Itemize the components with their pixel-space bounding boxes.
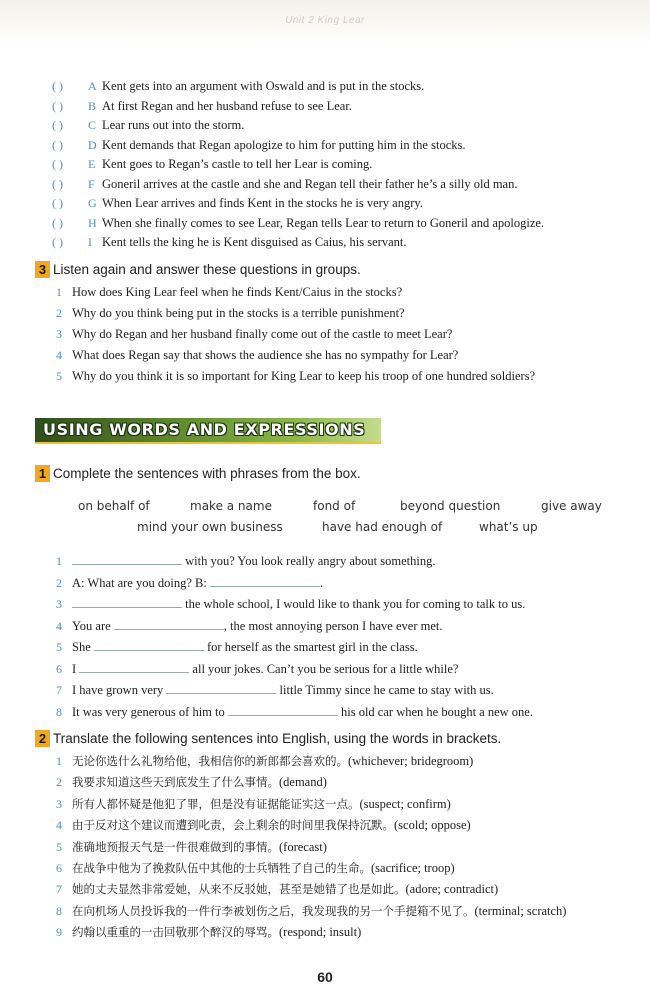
question-text: What does Regan say that shows the audience she has no sympathy for Lear? bbox=[72, 348, 459, 362]
chinese-sentence: 约翰以重重的一击回敬那个醉汉的辱骂。 bbox=[72, 925, 279, 940]
sentence-number: 7 bbox=[56, 683, 62, 697]
answer-parentheses: ( ) bbox=[52, 118, 63, 132]
task-3-heading bbox=[35, 261, 361, 279]
sentence-after: the whole school, I would like to thank you for coming to talk to us. bbox=[185, 597, 526, 611]
item-letter: A bbox=[88, 79, 97, 93]
translation-text bbox=[72, 882, 498, 896]
sentence-after: for herself as the smartest girl in the class. bbox=[207, 640, 418, 654]
sentence-number: 6 bbox=[56, 661, 62, 676]
item-text: Goneril arrives at the castle and she and Regan tell their father he’s a silly old man. bbox=[102, 176, 518, 191]
sentence-number: 5 bbox=[56, 640, 62, 654]
sentence-text bbox=[72, 662, 458, 676]
translation-text bbox=[72, 840, 327, 854]
phrase-item: fond of bbox=[313, 499, 356, 513]
sentence-text bbox=[72, 576, 323, 590]
item-text: Kent demands that Regan apologize to him for putting him in the stocks. bbox=[102, 137, 466, 152]
item-letter: I bbox=[88, 235, 92, 249]
answer-parentheses: ( ) bbox=[52, 157, 63, 171]
sentence-text bbox=[72, 683, 494, 697]
item-letter: F bbox=[88, 176, 95, 191]
answer-blank bbox=[210, 576, 320, 587]
task-number-badge: 1 bbox=[35, 465, 50, 482]
banner-title: USING WORDS AND EXPRESSIONS bbox=[43, 420, 366, 439]
question-number: 5 bbox=[56, 369, 62, 383]
answer-blank bbox=[166, 683, 276, 694]
running-header: Unit 2 King Lear bbox=[285, 15, 365, 26]
translation-text bbox=[72, 861, 455, 875]
sentence-after: all your jokes. Can’t you be serious for a little while? bbox=[192, 661, 459, 676]
answer-parentheses: ( ) bbox=[52, 196, 63, 210]
translation-text bbox=[72, 775, 327, 789]
sentence-before: She bbox=[72, 640, 91, 654]
item-letter: H bbox=[88, 215, 97, 230]
task-title: Listen again and answer these questions in groups. bbox=[53, 262, 361, 277]
answer-parentheses: ( ) bbox=[52, 98, 63, 113]
answer-blank bbox=[94, 640, 204, 651]
sentence-after: his old car when he bought a new one. bbox=[341, 704, 533, 719]
answer-blank bbox=[114, 619, 224, 630]
question-text: How does King Lear feel when he finds Kent/Caius in the stocks? bbox=[72, 285, 403, 299]
phrase-item: make a name bbox=[190, 499, 272, 513]
bracket-words: (sacrifice; troop) bbox=[371, 861, 455, 875]
item-letter: E bbox=[88, 157, 96, 171]
sentence-text bbox=[72, 640, 418, 654]
answer-parentheses: ( ) bbox=[52, 235, 63, 249]
translation-number: 5 bbox=[56, 839, 62, 854]
item-letter: C bbox=[88, 118, 97, 132]
sentence-text bbox=[72, 597, 525, 611]
question-number: 3 bbox=[56, 327, 62, 341]
question-text: Why do you think it is so important for King Lear to keep his troop of one hundred soldiers? bbox=[72, 369, 536, 383]
phrase-item: on behalf of bbox=[78, 499, 150, 513]
translation-text bbox=[72, 797, 451, 811]
sentence-number: 3 bbox=[56, 597, 62, 611]
answer-parentheses: ( ) bbox=[52, 79, 63, 93]
task-1-heading bbox=[35, 465, 361, 483]
question-number: 1 bbox=[56, 285, 62, 299]
item-text: When she finally comes to see Lear, Regan tells Lear to return to Goneril and apologize. bbox=[102, 215, 545, 230]
item-letter: D bbox=[88, 137, 97, 152]
sentence-after: . bbox=[319, 575, 324, 590]
sentence-before: It was very generous of him to bbox=[72, 704, 225, 719]
item-letter: G bbox=[88, 196, 97, 210]
translation-number: 9 bbox=[56, 925, 62, 940]
question-number: 2 bbox=[56, 306, 62, 320]
page-number: 60 bbox=[317, 969, 333, 985]
translation-number: 6 bbox=[56, 861, 62, 875]
translation-text bbox=[72, 818, 471, 832]
phrase-item: have had enough of bbox=[322, 520, 443, 534]
translation-number: 2 bbox=[56, 775, 62, 790]
translation-number: 7 bbox=[56, 882, 62, 897]
sentence-before: I bbox=[72, 661, 77, 676]
bracket-words: (demand) bbox=[279, 775, 327, 790]
chinese-sentence: 由于反对这个建议而遭到叱责，会上剩余的时间里我保持沉默。 bbox=[72, 818, 394, 833]
task-2-heading bbox=[35, 730, 501, 748]
bracket-words: (adore; contradict) bbox=[405, 882, 499, 897]
item-text: At first Regan and her husband refuse to see Lear. bbox=[102, 98, 352, 113]
answer-parentheses: ( ) bbox=[52, 137, 63, 152]
task-title: Translate the following sentences into English, using the words in brackets. bbox=[53, 731, 502, 746]
sentence-before: A: What are you doing? B: bbox=[72, 575, 207, 590]
sentence-after: , the most annoying person I have ever met. bbox=[223, 618, 443, 633]
answer-blank bbox=[228, 705, 338, 716]
sentence-number: 1 bbox=[56, 554, 62, 568]
chinese-sentence: 在战争中他为了挽救队伍中其他的士兵牺牲了自己的生命。 bbox=[72, 861, 371, 875]
chinese-sentence: 所有人都怀疑是他犯了罪，但是没有证据能证实这一点。 bbox=[72, 796, 360, 811]
answer-parentheses: ( ) bbox=[52, 176, 63, 191]
sentence-after: with you? You look really angry about something. bbox=[185, 554, 436, 568]
bracket-words: (respond; insult) bbox=[279, 925, 362, 940]
question-number: 4 bbox=[56, 348, 62, 362]
task-title: Complete the sentences with phrases from the box. bbox=[53, 466, 361, 481]
translation-text bbox=[72, 754, 473, 768]
phrase-item: give away bbox=[541, 499, 602, 513]
task-number-badge: 2 bbox=[35, 730, 50, 747]
chinese-sentence: 准确地预报天气是一件很难做到的事情。 bbox=[72, 839, 279, 854]
translation-number: 3 bbox=[56, 796, 62, 811]
answer-blank bbox=[72, 597, 182, 608]
chinese-sentence: 她的丈夫显然非常爱她，从来不反驳她，甚至是她错了也是如此。 bbox=[72, 882, 406, 897]
phrase-item: mind your own business bbox=[137, 520, 283, 534]
sentence-text bbox=[72, 554, 435, 568]
bracket-words: (terminal; scratch) bbox=[474, 903, 567, 918]
bracket-words: (scold; oppose) bbox=[394, 818, 471, 833]
chinese-sentence: 我要求知道这些天到底发生了什么事情。 bbox=[72, 775, 279, 790]
item-text: When Lear arrives and finds Kent in the stocks he is very angry. bbox=[102, 196, 423, 210]
bracket-words: (forecast) bbox=[279, 839, 327, 854]
bracket-words: (suspect; confirm) bbox=[359, 796, 451, 811]
item-letter: B bbox=[88, 98, 97, 113]
translation-number: 1 bbox=[56, 754, 62, 768]
bracket-words: (whichever; bridegroom) bbox=[348, 754, 474, 768]
phrase-item: what’s up bbox=[479, 520, 538, 534]
sentence-number: 2 bbox=[56, 575, 62, 590]
phrase-item: beyond question bbox=[400, 499, 501, 513]
item-text: Kent tells the king he is Kent disguised as Caius, his servant. bbox=[102, 235, 407, 249]
sentence-text bbox=[72, 705, 533, 719]
question-text: Why do Regan and her husband finally come out of the castle to meet Lear? bbox=[72, 327, 453, 341]
question-text: Why do you think being put in the stocks is a terrible punishment? bbox=[72, 306, 405, 320]
item-text: Lear runs out into the storm. bbox=[102, 118, 245, 132]
chinese-sentence: 在向机场人员投诉我的一件行李被划伤之后，我发现我的另一个手提箱不见了。 bbox=[72, 903, 475, 918]
answer-blank bbox=[72, 554, 182, 565]
task-number-badge: 3 bbox=[35, 261, 50, 278]
answer-parentheses: ( ) bbox=[52, 215, 63, 230]
translation-number: 8 bbox=[56, 903, 62, 918]
sentence-text bbox=[72, 619, 443, 633]
sentence-after: little Timmy since he came to stay with us. bbox=[279, 683, 494, 697]
translation-number: 4 bbox=[56, 818, 62, 833]
chinese-sentence: 无论你选什么礼物给他，我相信你的新郎都会喜欢的。 bbox=[72, 754, 348, 768]
translation-text bbox=[72, 925, 361, 939]
sentence-number: 8 bbox=[56, 704, 62, 719]
sentence-before: You are bbox=[72, 618, 111, 633]
translation-text bbox=[72, 904, 566, 918]
item-text: Kent gets into an argument with Oswald and is put in the stocks. bbox=[102, 79, 425, 93]
section-banner bbox=[35, 418, 381, 444]
sentence-before: I have grown very bbox=[72, 683, 164, 697]
sentence-number: 4 bbox=[56, 618, 62, 633]
item-text: Kent goes to Regan’s castle to tell her Lear is coming. bbox=[102, 157, 373, 171]
answer-blank bbox=[79, 662, 189, 673]
